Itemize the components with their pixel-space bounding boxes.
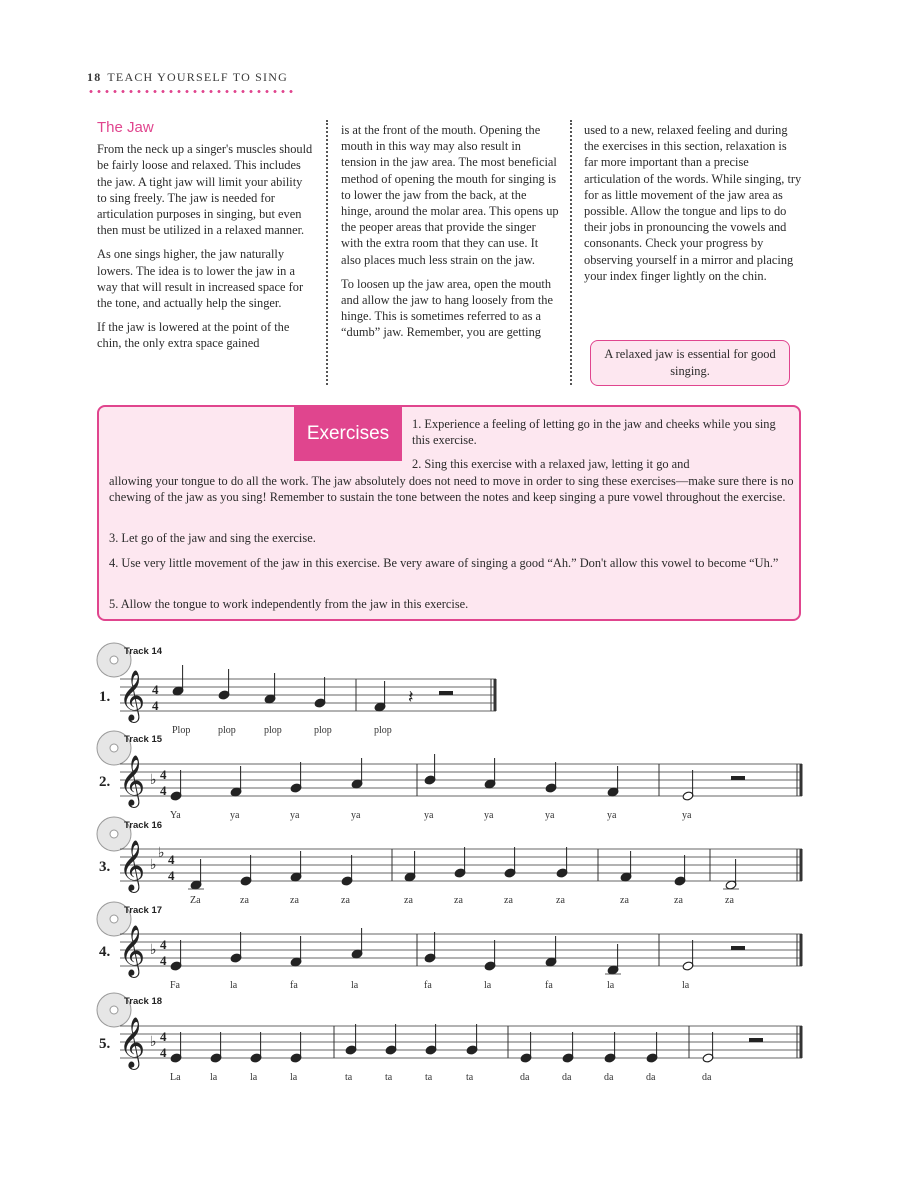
lyric-syllable: fa: [545, 980, 553, 991]
article-column-2: [341, 122, 559, 349]
lyric-syllable: la: [484, 980, 492, 991]
exercise-number: 2.: [99, 774, 111, 790]
paragraph: From the neck up a singer's muscles should be fairly loose and relaxed. This includes the jaw. A tight jaw will limit your ability to sing freely. The jaw is needed for articulation purposes in singing, but even then must be utilized in a relaxed manner.: [97, 142, 313, 238]
cd-hole: [110, 1006, 118, 1014]
lyric-syllable: da: [562, 1072, 572, 1083]
treble-clef-icon: 𝄞: [119, 755, 146, 806]
half-rest-icon: [731, 776, 745, 780]
time-signature-bottom: 4: [168, 868, 175, 883]
lyric-syllable: Za: [190, 895, 201, 906]
lyric-syllable: plop: [374, 725, 392, 736]
track-label: Track 16: [124, 820, 163, 831]
exercise-number: 4.: [99, 944, 111, 960]
time-signature-top: 4: [152, 682, 159, 697]
track-label: Track 15: [124, 734, 163, 745]
header-dotted-rule: [87, 90, 297, 93]
exercise-item-4: 4. Use very little movement of the jaw in this exercise. Be very aware of singing a good “Ah.” Don't allow this vowel to become “Uh.”: [109, 556, 779, 570]
lyric-syllable: Ya: [170, 810, 181, 821]
lyric-syllable: za: [454, 895, 463, 906]
article-column-1: [97, 120, 315, 360]
lyric-syllable: da: [646, 1072, 656, 1083]
lyric-syllable: ya: [682, 810, 692, 821]
music-staff: [80, 814, 900, 904]
exercise-number: 3.: [99, 859, 111, 875]
lyric-syllable: za: [341, 895, 350, 906]
lyric-syllable: ta: [385, 1072, 393, 1083]
flat-icon: ♭: [150, 857, 157, 873]
lyric-syllable: za: [404, 895, 413, 906]
paragraph: If the jaw is lowered at the point of the chin, the only extra space gained: [97, 320, 290, 351]
time-signature-bottom: 4: [160, 783, 167, 798]
time-signature-bottom: 4: [160, 953, 167, 968]
lyric-syllable: ya: [545, 810, 555, 821]
track-label: Track 14: [124, 646, 163, 657]
quarter-rest-icon: 𝄽: [408, 687, 414, 708]
lyric-syllable: ta: [345, 1072, 353, 1083]
half-rest-icon: [439, 691, 453, 695]
music-staff: [80, 728, 900, 821]
lyric-syllable: La: [170, 1072, 181, 1083]
lyric-syllable: da: [604, 1072, 614, 1083]
treble-clef-icon: 𝄞: [119, 925, 146, 976]
track-label: Track 18: [124, 996, 163, 1007]
lyric-syllable: da: [702, 1072, 712, 1083]
lyric-syllable: la: [230, 980, 238, 991]
exercise-item-1: 1. Experience a feeling of letting go in the jaw and cheeks while you sing this exercise.: [412, 417, 776, 447]
lyric-syllable: za: [290, 895, 299, 906]
time-signature-bottom: 4: [160, 1045, 167, 1060]
exercise-item-5: 5. Allow the tongue to work independently from the jaw in this exercise.: [109, 597, 469, 611]
lyric-syllable: za: [240, 895, 249, 906]
paragraph: is at the front of the mouth. Opening the mouth in this way may also result in tension in the jaw area. The most beneficial method of opening the mouth for singing is to lower the jaw from the back, at the hinge, around the molar area. This opens up the peoper areas that provide the singer with the extra room that they can use. It also places much less strain on the jaw.: [341, 123, 559, 267]
lyric-syllable: la: [210, 1072, 218, 1083]
lyric-syllable: ta: [425, 1072, 433, 1083]
exercise-item-2-lead: 2. Sing this exercise with a relaxed jaw, letting it go and: [412, 457, 690, 471]
lyric-syllable: ya: [230, 810, 240, 821]
time-signature-top: 4: [160, 937, 167, 952]
exercise-number: 5.: [99, 1036, 111, 1052]
time-signature-top: 4: [168, 852, 175, 867]
lyric-syllable: ya: [424, 810, 434, 821]
exercises-label: Exercises: [294, 407, 402, 461]
lyric-syllable: la: [351, 980, 359, 991]
lyric-syllable: ya: [607, 810, 617, 821]
cd-hole: [110, 744, 118, 752]
lyric-syllable: fa: [290, 980, 298, 991]
running-header: [87, 70, 288, 85]
lyric-syllable: plop: [218, 725, 236, 736]
article-column-3: [584, 122, 802, 292]
treble-clef-icon: 𝄞: [119, 1017, 146, 1068]
music-staff: [80, 899, 900, 989]
section-title: The Jaw: [97, 119, 154, 136]
lyric-syllable: ya: [290, 810, 300, 821]
cd-hole: [110, 656, 118, 664]
lyric-syllable: la: [290, 1072, 298, 1083]
exercise-item-2: allowing your tongue to do all the work. The jaw absolutely does not need to move in order to sing these exercises—make sure there is no chewing of the jaw as you sing! Remember to sustain the tone between the notes and keep singing a pure vowel throughout the exercise.: [109, 474, 794, 504]
page-number: 18: [87, 70, 102, 84]
lyric-syllable: ta: [466, 1072, 474, 1083]
flat-icon: ♭: [150, 772, 157, 788]
paragraph: As one sings higher, the jaw naturally lowers. The idea is to lower the jaw in a way that will result in increased space for the tone, and actually help the singer.: [97, 247, 304, 311]
lyric-syllable: ya: [351, 810, 361, 821]
lyric-syllable: fa: [424, 980, 432, 991]
lyric-syllable: za: [504, 895, 513, 906]
cd-hole: [110, 830, 118, 838]
lyric-syllable: za: [556, 895, 565, 906]
flat-icon: ♭: [150, 942, 157, 958]
lyric-syllable: da: [520, 1072, 530, 1083]
lyric-syllable: la: [250, 1072, 258, 1083]
time-signature-bottom: 4: [152, 698, 159, 713]
half-rest-icon: [749, 1038, 763, 1042]
exercise-number: 1.: [99, 689, 111, 705]
lyric-syllable: plop: [264, 725, 282, 736]
book-title: TEACH YOURSELF TO SING: [107, 70, 288, 84]
treble-clef-icon: 𝄞: [119, 840, 146, 891]
time-signature-top: 4: [160, 1029, 167, 1044]
lyric-syllable: Fa: [170, 980, 180, 991]
time-signature-top: 4: [160, 767, 167, 782]
paragraph: used to a new, relaxed feeling and during the exercises in this section, relaxation is far more important than a precise articulation of the words. While singing, try for as little movement of the jaw area as possible. Allow the tongue and lips to do their jobs in pronouncing the vowels and consonants. Check your progress by observing yourself in a mirror and placing your index finger lightly on the chin.: [584, 123, 802, 283]
lyric-syllable: za: [620, 895, 629, 906]
column-divider: [326, 120, 328, 385]
flat-icon: ♭: [150, 1034, 157, 1050]
lyric-syllable: za: [674, 895, 683, 906]
half-rest-icon: [731, 946, 745, 950]
lyric-syllable: Plop: [172, 725, 191, 736]
music-staff: [80, 990, 900, 1083]
paragraph: To loosen up the jaw area, open the mouth and allow the jaw to hang loosely from the hinge. This is sometimes referred to as a “dumb” jaw. Remember, you are getting: [341, 276, 553, 340]
column-divider: [570, 120, 572, 385]
lyric-syllable: za: [725, 895, 734, 906]
lyric-syllable: la: [682, 980, 690, 991]
callout-box: [590, 340, 790, 386]
cd-hole: [110, 915, 118, 923]
exercise-item-3: 3. Let go of the jaw and sing the exercise.: [109, 531, 316, 545]
music-staff: [80, 640, 900, 736]
flat-icon: ♭: [158, 845, 165, 861]
track-label: Track 17: [124, 905, 163, 916]
lyric-syllable: plop: [314, 725, 332, 736]
lyric-syllable: la: [607, 980, 615, 991]
callout-text: A relaxed jaw is essential for good singing.: [604, 347, 776, 378]
treble-clef-icon: 𝄞: [119, 670, 146, 721]
lyric-syllable: ya: [484, 810, 494, 821]
